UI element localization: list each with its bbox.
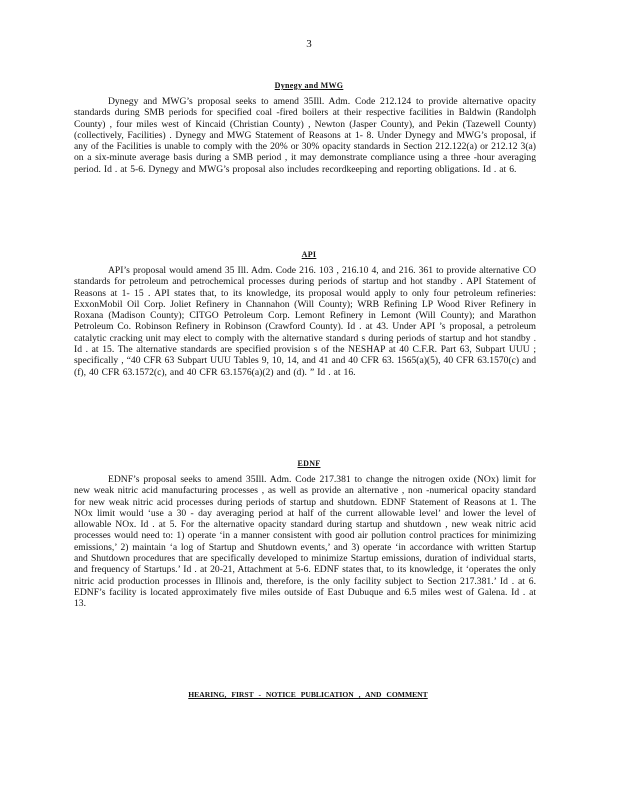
paragraph-ednf: EDNF’s proposal seeks to amend 35Ill. Adm. Code 217.381 to change the nitrogen oxide (NOx) limit for new weak nitric acid manufacturing processes , as well as provide an alternative , non -numerical opacity standard for new weak nitric acid processes during periods of startup and shutdown. EDNF Statement of Reasons at 1. The NOx limit would ‘use a 30 - day averaging period at half of the current allowable level’ and lower the level of allowable NOx. Id . at 5. For the alternative opacity standard during startup and shutdown , new weak nitric acid processes would need to: 1) operate ‘in a manner consistent with good air pollution control practices for minimizing emissions,’ 2) maintain ‘a log of Startup and Shutdown events,’ and 3) operate ‘in accordance with written Startup and Shutdown procedures that are specifically developed to minimize Startup emissions, duration of individual starts, and frequency of Startups.’ Id . at 20-21, Attachment at 5-6. EDNF states that, to its knowledge, it ‘operates the only nitric acid production processes in Illinois and, therefore, is the only facility subject to Section 217.381.’ Id . at 6. EDNF’s facility is located approximately five miles outside of East Dubuque and 6.5 miles west of Galena. Id . at 13. xyxy=(74,474,536,610)
paragraph-dynegy-mwg: Dynegy and MWG’s proposal seeks to amend 35Ill. Adm. Code 212.124 to provide alternative opacity standards during SMB periods for specified coal -fired boilers at their respective facilities in Baldwin (Randolph County) , four miles west of Kincaid (Christian County) , Newton (Jasper County), and Pekin (Tazewell County) (collectively, Facilities) . Dynegy and MWG Statement of Reasons at 1- 8. Under Dynegy and MWG’s proposal, if any of the Facilities is unable to comply with the 20% or 30% opacity standards in Section 212.122(a) or 212.12 3(a) on a six-minute average basis during a SMB period , it may demonstrate compliance using a three -hour averaging period. Id . at 5-6. Dynegy and MWG’s proposal also includes recordkeeping and reporting obligations. Id . at 6. xyxy=(74,96,536,175)
section-heading-text: EDNF xyxy=(297,459,321,468)
section-heading-dynegy-mwg xyxy=(0,81,618,90)
section-heading-text: API xyxy=(301,250,317,259)
paragraph-api: API’s proposal would amend 35 Ill. Adm. Code 216. 103 , 216.10 4, and 216. 361 to provide alternative CO standards for petroleum and petrochemical processes during periods of startup and hot standby . API Statement of Reasons at 1- 15 . API states that, to its knowledge, its proposal would apply to only four petroleum refineries: ExxonMobil Oil Corp. Joliet Refinery in Channahon (Will County); WRB Refining LP Wood River Refinery in Roxana (Madison County); CITGO Petroleum Corp. Lemont Refinery in Lemont (Will County); and Marathon Petroleum Co. Robinson Refinery in Robinson (Crawford County). Id . at 43. Under API ’s proposal, a petroleum catalytic cracking unit may elect to comply with the alternative standard s during periods of startup and hot standby . Id . at 15. The alternative standards are specified provision s of the NESHAP at 40 C.F.R. Part 63, Subpart UUU ; specifically , “40 CFR 63 Subpart UUU Tables 9, 10, 14, and 41 and 40 CFR 63. 1565(a)(5), 40 CFR 63.1570(c) and (f), 40 CFR 63.1572(c), and 40 CFR 63.1576(a)(2) and (d). ” Id . at 16. xyxy=(74,265,536,378)
section-heading-text: Dynegy and MWG xyxy=(274,81,344,90)
page-number: 3 xyxy=(306,38,312,50)
section-heading-ednf xyxy=(0,459,618,468)
section-heading-api xyxy=(0,250,618,259)
section-heading-hearing: HEARING, FIRST - NOTICE PUBLICATION , AND COMMENT xyxy=(188,690,428,699)
